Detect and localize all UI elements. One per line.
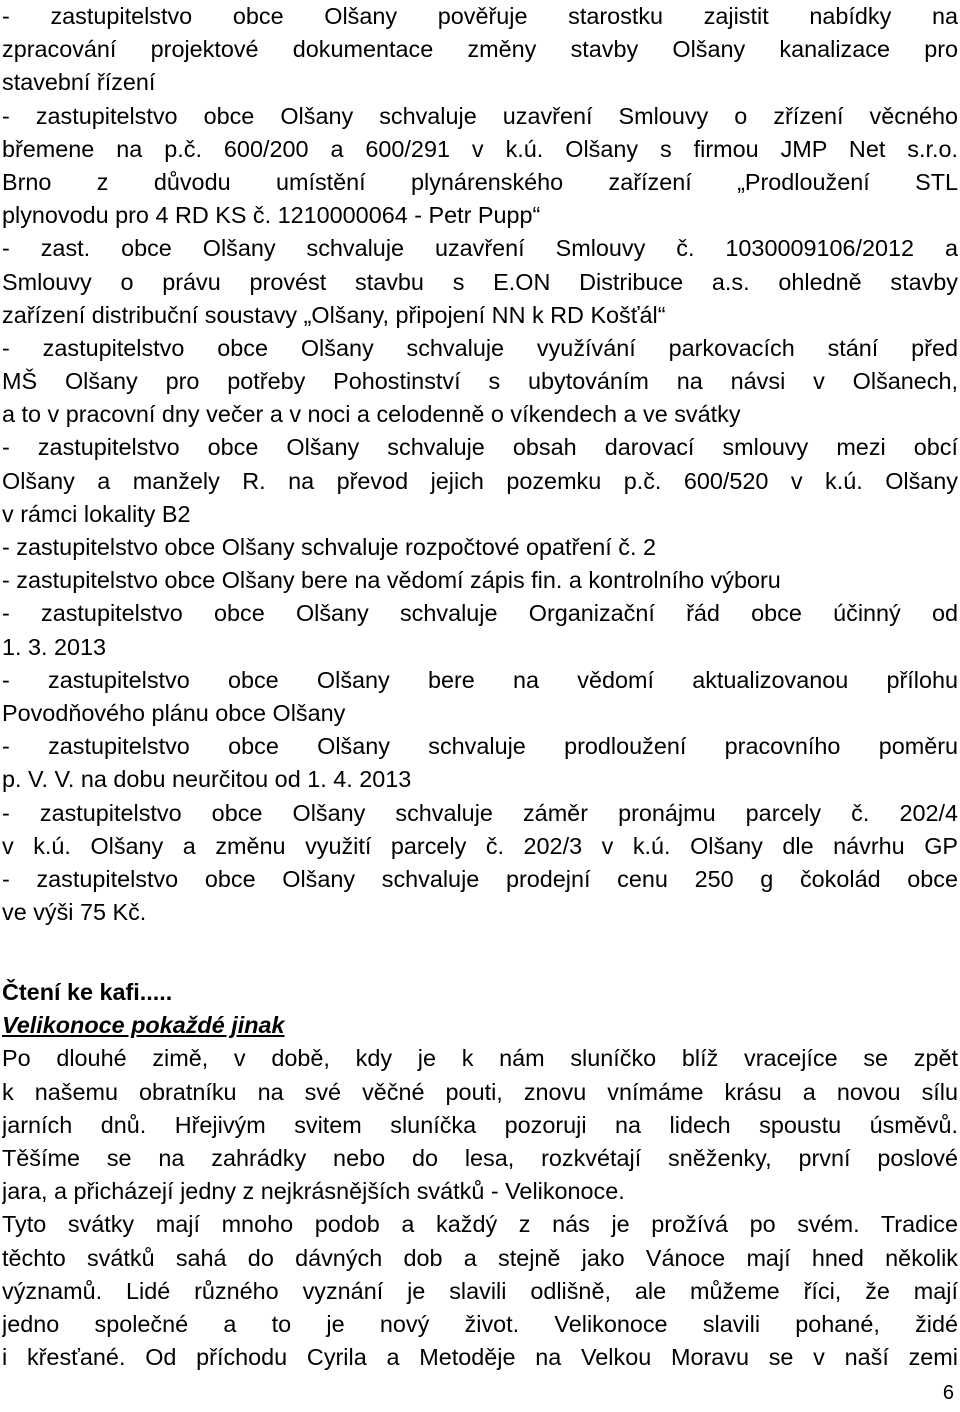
resolution-line: p. V. V. na dobu neurčitou od 1. 4. 2013 [2,766,412,793]
resolution-line: zpracování projektové dokumentace změny stavby Olšany kanalizace pro [2,36,958,63]
resolution-line: - zastupitelstvo obce Olšany schvaluje obsah darovací smlouvy mezi obcí [2,434,958,461]
resolution-line: - zastupitelstvo obce Olšany schvaluje prodejní cenu 250 g čokolád obce [2,865,958,892]
resolution-line: Povodňového plánu obce Olšany [2,699,346,726]
resolution-line: a to v pracovní dny večer a v noci a celodenně o víkendech a ve svátky [2,401,741,428]
resolution-line: 1. 3. 2013 [2,633,107,660]
resolution-line: - zastupitelstvo obce Olšany bere na vědomí aktualizovanou přílohu [2,666,958,693]
resolution-line: ve výši 75 Kč. [2,899,147,926]
resolution-line: - zastupitelstvo obce Olšany schvaluje rozpočtové opatření č. 2 [2,534,656,560]
resolution-line: - zastupitelstvo obce Olšany schvaluje záměr pronájmu parcely č. 202/4 [2,799,958,826]
resolution-line: Smlouvy o právu provést stavbu s E.ON Distribuce a.s. ohledně stavby [2,268,958,295]
council-resolutions [2,0,958,929]
article-line: i křesťané. Od příchodu Cyrila a Metoděje na Velkou Moravu se v naší zemi [2,1344,958,1371]
resolution-line: - zast. obce Olšany schvaluje uzavření Smlouvy č. 1030009106/2012 a [2,235,958,262]
resolution-line: - zastupitelstvo obce Olšany schvaluje využívání parkovacích stání před [2,334,958,361]
article-section [2,976,958,1374]
article-line: jarních dnů. Hřejivým svitem sluníčka pozoruji na lidech spoustu úsměvů. [2,1111,958,1138]
article-line: Po dlouhé zimě, v době, kdy je k nám sluníčko blíž vracejíce se zpět [2,1045,958,1072]
resolution-line: - zastupitelstvo obce Olšany schvaluje Organizační řád obce účinný od [2,600,958,627]
section-title: Čtení ke kafi..... [2,979,173,1005]
resolution-line: plynovodu pro 4 RD KS č. 1210000064 - Petr Pupp“ [2,202,541,229]
resolution-line: zařízení distribuční soustavy „Olšany, připojení NN k RD Košťál“ [2,301,666,328]
resolution-line: - zastupitelstvo obce Olšany schvaluje prodloužení pracovního poměru [2,733,958,760]
article-line: těchto svátků sahá do dávných dob a stejně jako Vánoce mají hned několik [2,1244,958,1271]
resolution-line: v k.ú. Olšany a změnu využití parcely č. 202/3 v k.ú. Olšany dle návrhu GP [2,832,958,859]
resolution-line: Olšany a manžely R. na převod jejich pozemku p.č. 600/520 v k.ú. Olšany [2,467,958,494]
resolution-line: - zastupitelstvo obce Olšany pověřuje starostku zajistit nabídky na [2,3,958,29]
resolution-line: stavební řízení [2,69,156,96]
article-line: Tyto svátky mají mnoho podob a každý z nás je prožívá po svém. Tradice [2,1211,958,1238]
resolution-line: - zastupitelstvo obce Olšany bere na vědomí zápis fin. a kontrolního výboru [2,567,781,594]
resolution-line: Brno z důvodu umístění plynárenského zařízení „Prodloužení STL [2,168,958,195]
article-line: jara, a přicházejí jedny z nejkrásnějších svátků - Velikonoce. [2,1178,625,1205]
resolution-line: v rámci lokality B2 [2,500,191,527]
article-title: Velikonoce pokaždé jinak [2,1012,285,1039]
resolution-line: MŠ Olšany pro potřeby Pohostinství s ubytováním na návsi v Olšanech, [2,368,958,395]
resolution-line: břemene na p.č. 600/200 a 600/291 v k.ú. Olšany s firmou JMP Net s.r.o. [2,135,958,162]
article-line: k našemu obratníku na své věčné pouti, znovu vnímáme krásu a novou sílu [2,1078,958,1105]
article-line: významů. Lidé různého vyznání je slavili odlišně, ale můžeme říci, že mají [2,1277,958,1304]
resolution-line: - zastupitelstvo obce Olšany schvaluje uzavření Smlouvy o zřízení věcného [2,102,958,129]
page-number: 6 [942,1382,954,1404]
article-line: jedno společné a to je nový život. Velikonoce slavili pohané, židé [2,1310,958,1337]
article-line: Těšíme se na zahrádky nebo do lesa, rozkvétají sněženky, první poslové [2,1144,958,1171]
